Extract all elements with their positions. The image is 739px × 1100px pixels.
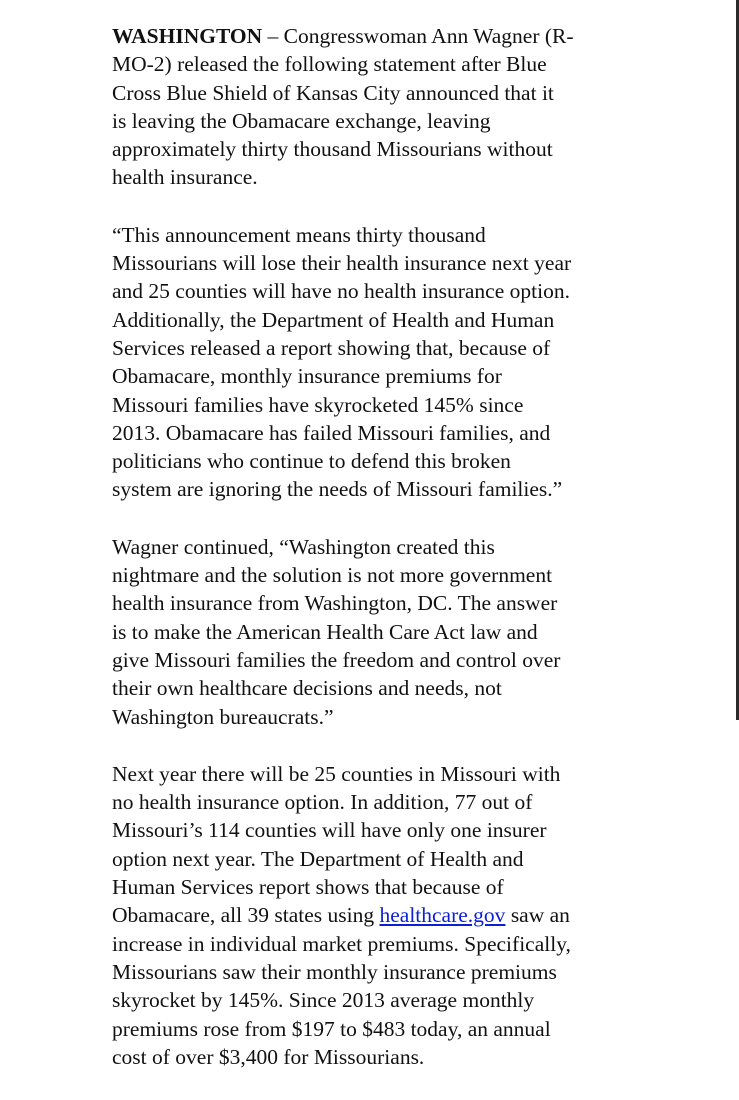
healthcare-gov-link[interactable]: healthcare.gov: [379, 903, 506, 928]
text-before-link: Obamacare, all 39 states using: [112, 903, 380, 928]
text-line: cost of over $3,400 for Missourians.: [112, 1044, 425, 1069]
text-line: no health insurance option. In addition, 77 out of: [112, 790, 533, 815]
text-line: Missouri’s 114 counties will have only one insurer: [112, 818, 547, 843]
text-line: skyrocket by 145%. Since 2013 average monthly: [112, 988, 535, 1013]
text-line: MO-2) released the following statement after Blue: [112, 52, 547, 77]
text-line: and 25 counties will have no health insurance option.: [112, 279, 570, 304]
paragraph-continued-quote: [112, 533, 612, 731]
text-line: is leaving the Obamacare exchange, leaving: [112, 108, 491, 133]
paragraph-facts: [112, 760, 612, 1071]
text-line: health insurance.: [112, 165, 258, 190]
text-line: politicians who continue to defend this broken: [112, 449, 511, 474]
text-line: Services released a report showing that, because of: [112, 335, 551, 360]
text-line: system are ignoring the needs of Missouri families.”: [112, 477, 563, 502]
text-line: Human Services report shows that because of: [112, 875, 504, 900]
text-line: [112, 901, 612, 929]
text-line: Missourians will lose their health insurance next year: [112, 251, 572, 276]
text-line: Next year there will be 25 counties in Missouri with: [112, 761, 561, 786]
text-line: premiums rose from $197 to $483 today, an annual: [112, 1016, 551, 1041]
text-line: Wagner continued, “Washington created this: [112, 534, 495, 559]
text-line: nightmare and the solution is not more government: [112, 563, 553, 588]
text-line: health insurance from Washington, DC. The answer: [112, 591, 558, 616]
text-line: give Missouri families the freedom and control over: [112, 647, 561, 672]
text-line: Missourians saw their monthly insurance premiums: [112, 959, 557, 984]
text-line: Missouri families have skyrocketed 145% since: [112, 392, 524, 417]
text-line: Obamacare, monthly insurance premiums for: [112, 364, 502, 389]
dateline: WASHINGTON: [112, 24, 263, 48]
paragraph-intro: [112, 22, 612, 192]
text-line: Cross Blue Shield of Kansas City announced that it: [112, 80, 554, 105]
text-line: 2013. Obamacare has failed Missouri families, and: [112, 420, 551, 445]
text-after-link: saw an: [505, 903, 570, 928]
text-line: Washington bureaucrats.”: [112, 704, 334, 729]
text-line: option next year. The Department of Health and: [112, 846, 524, 871]
text-line: their own healthcare decisions and needs, not: [112, 676, 502, 701]
text-line: [112, 22, 612, 50]
text-line: Additionally, the Department of Health and Human: [112, 307, 555, 332]
intro-line-1: – Congresswoman Ann Wagner (R-: [262, 24, 574, 48]
text-line: increase in individual market premiums. Specifically,: [112, 931, 571, 956]
text-line: “This announcement means thirty thousand: [112, 222, 486, 247]
text-line: approximately thirty thousand Missourians without: [112, 137, 553, 162]
paragraph-quote: [112, 221, 612, 504]
press-release-body: [112, 22, 612, 1100]
text-line: is to make the American Health Care Act law and: [112, 619, 538, 644]
